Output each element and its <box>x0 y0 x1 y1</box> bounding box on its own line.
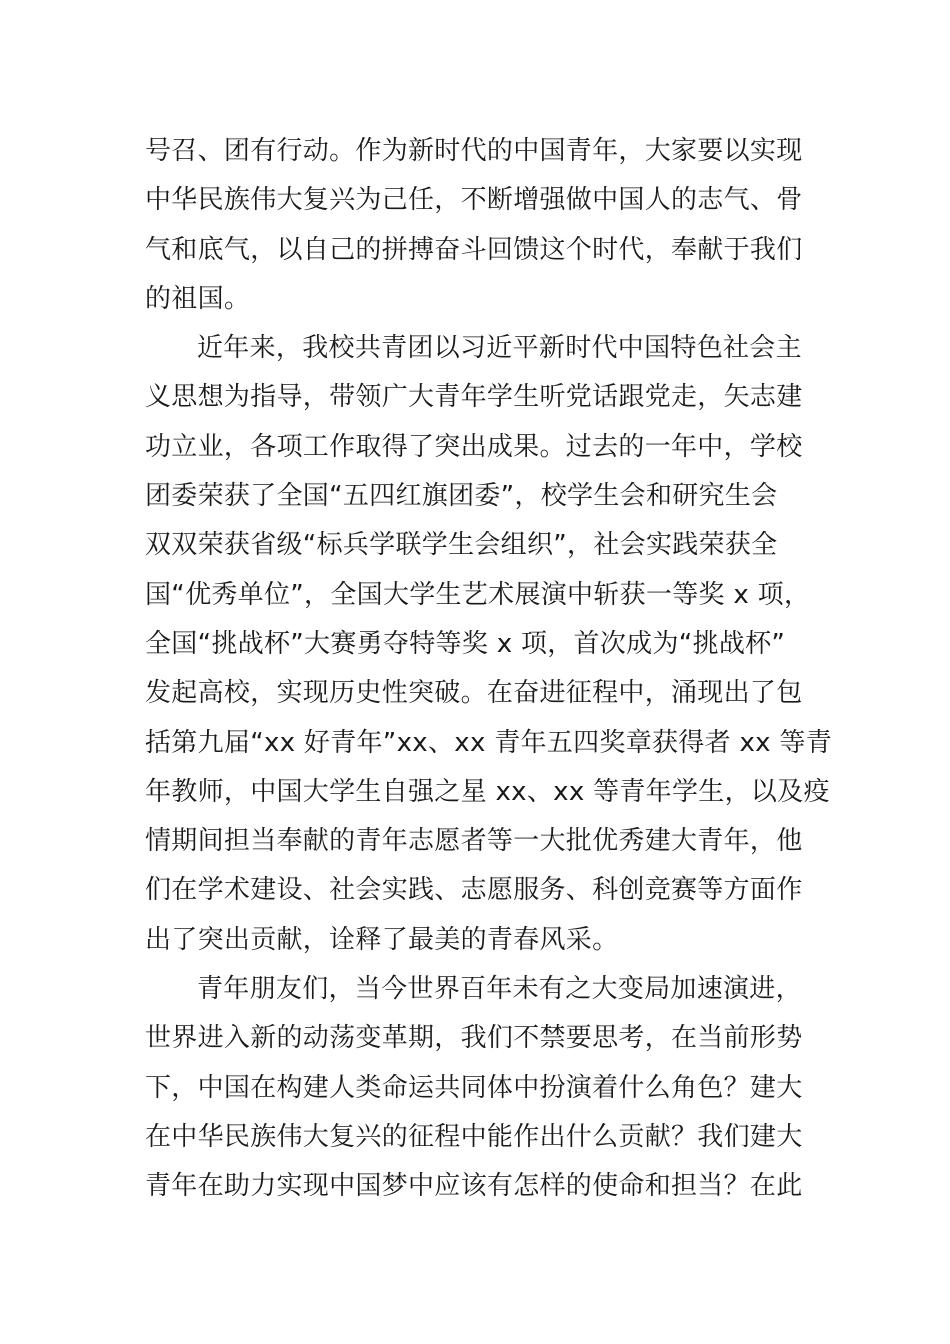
text-line: 情期间担当奉献的青年志愿者等一大批优秀建大青年，他 <box>145 826 803 857</box>
text-line: 义思想为指导，带领广大青年学生听党话跟党走，矢志建 <box>145 382 803 413</box>
text-line: 号召、团有行动。作为新时代的中国青年，大家要以实现 <box>145 136 803 166</box>
text-line: 中华民族伟大复兴为己任，不断增强做中国人的志气、骨 <box>145 185 803 216</box>
text-line: 年教师，中国大学生自强之星 xx、xx 等青年学生，以及疫 <box>145 776 830 807</box>
text-line: 出了突出贡献，诠释了最美的青春风采。 <box>145 924 619 955</box>
text-line: 国“优秀单位”，全国大学生艺术展演中斩获一等奖 x 项， <box>145 579 811 610</box>
text-line: 团委荣获了全国“五四红旗团委”，校学生会和研究生会 <box>145 481 778 512</box>
text-line: 发起高校，实现历史性突破。在奋进征程中，涌现出了包 <box>145 678 803 709</box>
text-line: 青年在助力实现中国梦中应该有怎样的使命和担当？在此 <box>145 1171 803 1202</box>
text-line: 在中华民族伟大复兴的征程中能作出什么贡献？我们建大 <box>145 1121 803 1152</box>
text-line: 功立业，各项工作取得了突出成果。过去的一年中，学校 <box>145 431 803 462</box>
text-line: 全国“挑战杯”大赛勇夺特等奖 x 项，首次成为“挑战杯” <box>145 628 786 659</box>
text-line: 青年朋友们，当今世界百年未有之大变局加速演进， <box>197 974 802 1005</box>
text-line: 括第九届“xx 好青年”xx、xx 青年五四奖章获得者 xx 等青 <box>145 727 832 758</box>
body-text <box>145 127 832 1212</box>
text-line: 世界进入新的动荡变革期，我们不禁要思考，在当前形势 <box>145 1023 803 1054</box>
paragraph-3 <box>145 965 810 1211</box>
paragraph-1 <box>145 127 810 324</box>
paragraph-2 <box>145 324 832 965</box>
text-line: 近年来，我校共青团以习近平新时代中国特色社会主 <box>197 333 802 364</box>
text-line: 下，中国在构建人类命运共同体中扮演着什么角色？建大 <box>145 1072 803 1103</box>
text-line: 双双荣获省级“标兵学联学生会组织”，社会实践荣获全 <box>145 530 778 561</box>
text-line: 气和底气，以自己的拼搏奋斗回馈这个时代，奉献于我们 <box>145 234 803 265</box>
text-line: 们在学术建设、社会实践、志愿服务、科创竞赛等方面作 <box>145 875 803 906</box>
text-line: 的祖国。 <box>145 283 251 314</box>
